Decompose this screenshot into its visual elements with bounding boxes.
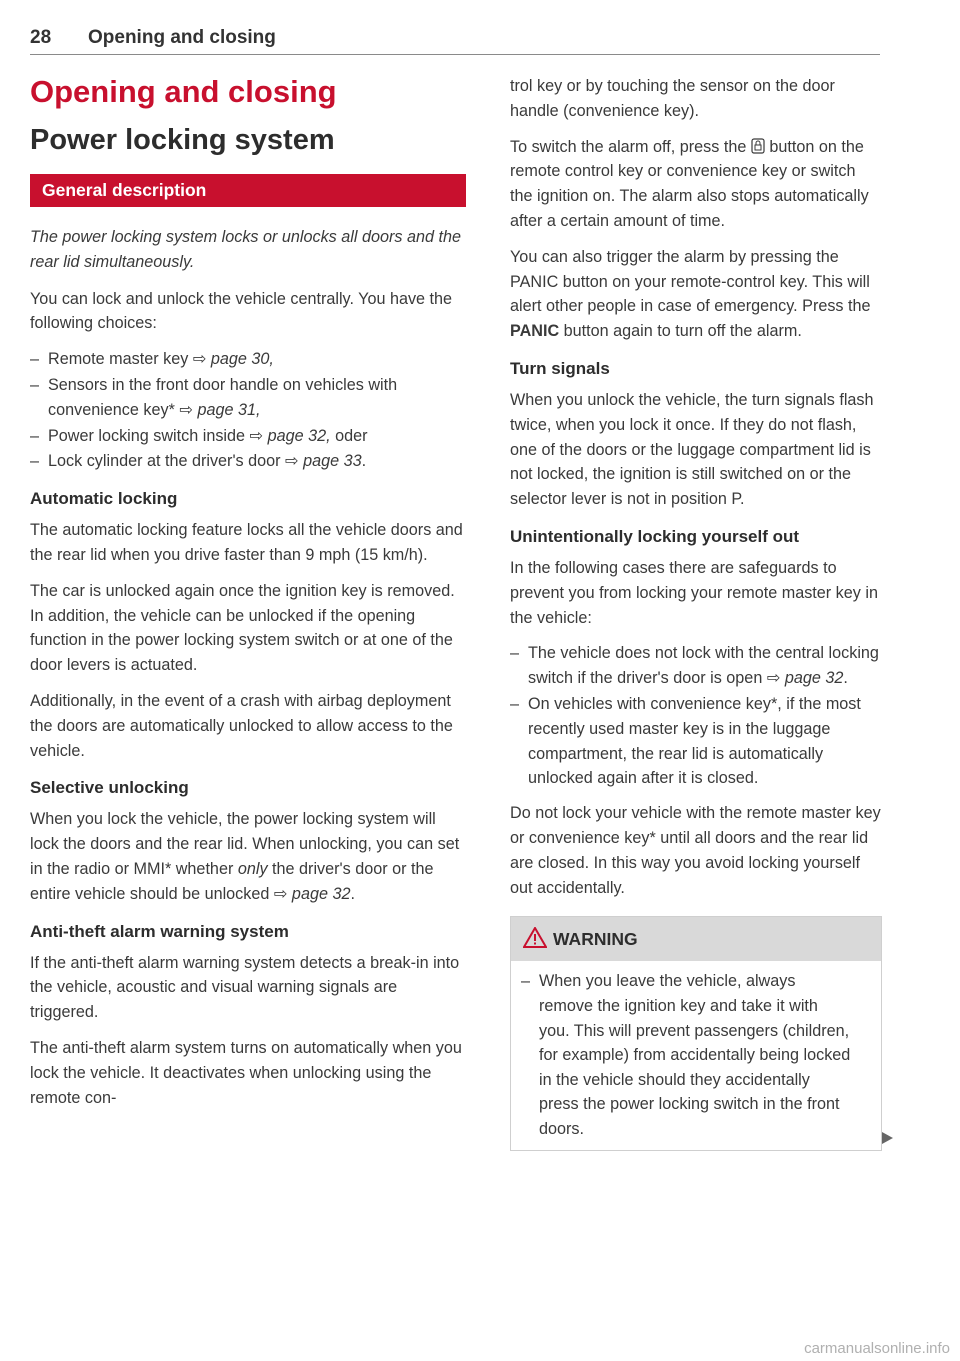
heading-selective-unlocking: Selective unlocking (30, 778, 189, 798)
paragraph-continued: trol key or by touching the sensor on the door handle (convenience key). (510, 77, 835, 120)
lock-button-icon (751, 138, 765, 154)
list-item-text: On vehicles with convenience key*, if the most recently used master key is in the luggage compartment, the rear lid is automatically unlocked again after it is closed. (528, 694, 861, 788)
page-reference-link[interactable]: ⇨ page 32 (766, 669, 844, 688)
left-column (30, 72, 466, 1121)
list-item-suffix: oder (330, 426, 368, 445)
page-reference-link[interactable]: ⇨ page 32 (273, 884, 351, 903)
panic-bold: PANIC (510, 322, 560, 341)
list-item-suffix: . (361, 452, 367, 471)
heading-automatic-locking: Automatic locking (30, 489, 178, 509)
running-section-title: Opening and closing (88, 27, 276, 48)
watermark-footer: carmanualsonline.info (804, 1340, 950, 1357)
list-item (30, 373, 466, 423)
text-run: When you lock the vehicle, the power locking system will lock the doors and the rear lid. When unlocking, you can set in the radio or MMI* whether (30, 810, 460, 878)
warning-list (521, 969, 851, 1141)
paragraph: The anti-theft alarm system turns on automatically when you lock the vehicle. It deactivates when unlocking using the remote con- (30, 1038, 462, 1107)
paragraph: The car is unlocked again once the ignition key is removed. In addition, the vehicle can be unlocked if the opening function in the power locking system switch or at one of the door levers is actuated. (30, 581, 455, 675)
paragraph: The automatic locking feature locks all the vehicle doors and the rear lid when you drive faster than 9 mph (15 km/h). (30, 521, 463, 564)
warning-body (511, 961, 881, 1150)
list-item (30, 424, 466, 449)
paragraph-alarm-off (510, 135, 882, 234)
heading-anti-theft: Anti-theft alarm warning system (30, 921, 289, 941)
paragraph: In the following cases there are safeguards to prevent you from locking your remote master key in the vehicle: (510, 558, 878, 627)
warning-box (510, 916, 882, 1151)
heading-turn-signals: Turn signals (510, 358, 610, 378)
list-item-text: Power locking switch inside (48, 426, 250, 445)
warning-triangle-icon (523, 927, 547, 948)
list-item (510, 641, 882, 691)
list-item-text: Sensors in the front door handle on vehicles with convenience key* (48, 375, 398, 419)
page-number: 28 (30, 27, 52, 48)
chapter-title: Opening and closing (30, 74, 337, 109)
list-item (30, 347, 466, 372)
paragraph: If the anti-theft alarm warning system detects a break-in into the vehicle, acoustic and visual warning signals are triggered. (30, 953, 460, 1022)
emphasis-only: only (237, 859, 268, 878)
paragraph-choices-intro: You can lock and unlock the vehicle centrally. You have the following choices: (30, 289, 453, 333)
list-item-text: The vehicle does not lock with the central locking switch if the driver's door is open (528, 644, 879, 688)
paragraph: Additionally, in the event of a crash with airbag deployment the doors are automatically unlocked to allow access to the vehicle. (30, 691, 453, 760)
text-run: You can also trigger the alarm by pressing the PANIC button on your remote-control key. This will alert other people in case of emergency. Press the (510, 247, 871, 316)
page-reference-link[interactable]: ⇨ page 33 (285, 452, 362, 471)
paragraph-panic (510, 245, 882, 344)
text-run: button again to turn off the alarm. (559, 322, 802, 341)
page-reference-link[interactable]: ⇨ page 30, (192, 350, 274, 369)
paragraph: When you unlock the vehicle, the turn signals flash twice, when you lock it once. If they do not flash, one of the doors or the luggage compartment lid is not locked, the ignition is still switched on or the selector lever is not in position P. (510, 390, 874, 509)
choices-list (30, 347, 466, 474)
section-title: Power locking system (30, 124, 335, 156)
text-run: the driver's door or the entire vehicle should be unlocked (30, 859, 434, 903)
right-column (510, 74, 882, 1151)
text-run: . (350, 884, 355, 903)
list-item (30, 449, 466, 474)
subsection-banner: General description (30, 174, 466, 207)
paragraph: Do not lock your vehicle with the remote master key or convenience key* until all doors and the rear lid are closed. In this way you avoid locking yourself out accidentally. (510, 804, 881, 897)
page-reference-link[interactable]: ⇨ page 32, (249, 426, 331, 445)
paragraph-selective (30, 807, 466, 906)
safeguards-list (510, 641, 882, 791)
continue-arrow-icon (879, 1130, 895, 1146)
warning-title: WARNING (553, 929, 638, 950)
heading-unintentional-lockout: Unintentionally locking yourself out (510, 526, 800, 546)
warning-header (511, 917, 881, 961)
list-item: – When you leave the vehicle, always remove the ignition key and take it with you. This will prevent passengers (children, for example) from accidentally being locked in the vehicle should they accidentally press the power locking switch in the front doors. (521, 969, 851, 1141)
text-run: To switch the alarm off, press the (510, 137, 751, 156)
intro-text: The power locking system locks or unlocks all doors and the rear lid simultaneously. (30, 228, 461, 271)
list-item-text: Lock cylinder at the driver's door (48, 452, 286, 471)
page-header (30, 24, 880, 55)
list-item-text: Remote master key (48, 350, 193, 369)
page-reference-link[interactable]: ⇨ page 31, (179, 400, 261, 419)
text-run: button on the remote control key or convenience key or switch the ignition on. The alarm also stops automatically after a certain amount of time. (510, 137, 869, 230)
list-item-suffix: . (843, 669, 848, 688)
list-item (510, 692, 882, 791)
